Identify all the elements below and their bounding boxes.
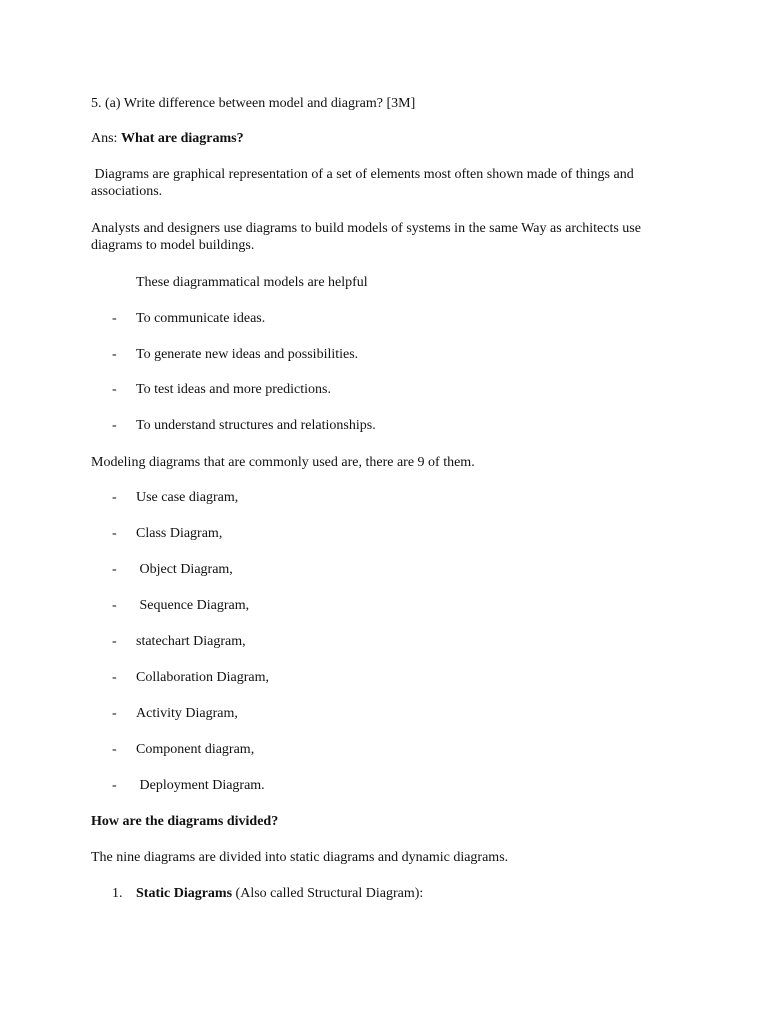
bullet-dash: -: [112, 526, 117, 541]
list-item-text: Collaboration Diagram,: [136, 670, 269, 685]
list-item-text: Component diagram,: [136, 742, 255, 757]
number-marker: 1.: [112, 886, 123, 901]
bullet-dash: -: [112, 598, 117, 613]
paragraph-analysts: Analysts and designers use diagrams to build models of systems in the same Way as architects use diagrams to model buildings.: [91, 221, 641, 253]
answer-prefix: Ans:: [91, 131, 121, 146]
modeling-intro: Modeling diagrams that are commonly used are, there are 9 of them.: [91, 455, 475, 470]
paragraph-definition: Diagrams are graphical representation of a set of elements most often shown made of things and associations.: [91, 167, 638, 199]
section-heading-division: [91, 813, 278, 830]
bullet-dash: -: [112, 347, 117, 362]
bullet-dash: -: [112, 311, 117, 326]
list-item-text: Activity Diagram,: [136, 706, 238, 721]
list-item-text: To communicate ideas.: [136, 311, 266, 326]
bullet-dash: -: [112, 742, 117, 757]
bullet-dash: -: [112, 634, 117, 649]
numbered-item-text: [136, 885, 423, 902]
division-text: The nine diagrams are divided into static diagrams and dynamic diagrams.: [91, 850, 509, 865]
static-diagrams-note: (Also called Structural Diagram):: [232, 886, 424, 901]
list-item-text: statechart Diagram,: [136, 634, 246, 649]
list-item-text: Use case diagram,: [136, 490, 239, 505]
bullet-dash: -: [112, 490, 117, 505]
division-heading-text: How are the diagrams divided?: [91, 814, 279, 829]
section-heading-what-are-diagrams: What are diagrams?: [120, 131, 244, 146]
static-diagrams-label: Static Diagrams: [136, 886, 233, 901]
answer-heading-line: [91, 130, 244, 147]
list-item-text: Deployment Diagram.: [136, 778, 265, 793]
list-item-text: To test ideas and more predictions.: [136, 382, 331, 397]
list-item-text: Object Diagram,: [136, 562, 233, 577]
bullet-dash: -: [112, 778, 117, 793]
bullet-dash: -: [112, 418, 117, 433]
list-item-text: To generate new ideas and possibilities.: [136, 347, 359, 362]
list-item-text: Sequence Diagram,: [136, 598, 250, 613]
bullet-dash: -: [112, 562, 117, 577]
helpful-intro: These diagrammatical models are helpful: [136, 275, 368, 290]
list-item-text: Class Diagram,: [136, 526, 223, 541]
list-item-text: To understand structures and relationships.: [136, 418, 376, 433]
question-line: 5. (a) Write difference between model and diagram? [3M]: [91, 96, 416, 111]
bullet-dash: -: [112, 670, 117, 685]
bullet-dash: -: [112, 706, 117, 721]
bullet-dash: -: [112, 382, 117, 397]
